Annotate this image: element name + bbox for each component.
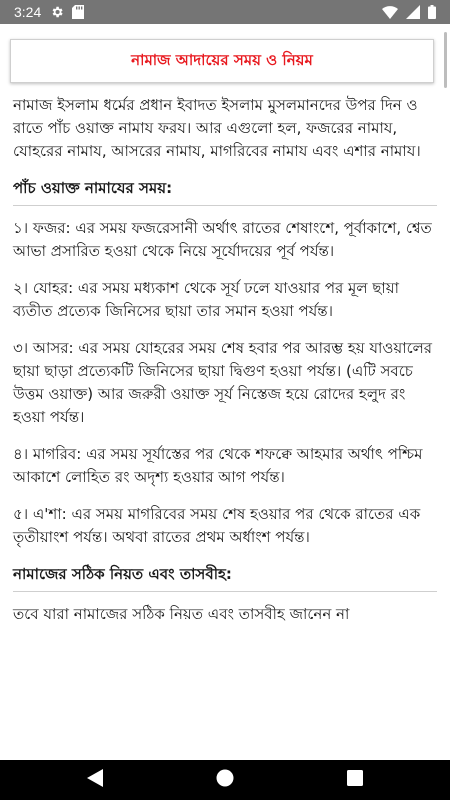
prayer-item-maghrib: ৪। মাগরিব: এর সময় সূর্যাস্তের পর থেকে শফক্বে আহমার অর্থাৎ পশ্চিম আকাশে লোহিত রং অদৃশ্য হওয়ার আগ পর্যন্ত। [13,445,423,486]
status-time: 3:24 [14,4,42,20]
divider [13,591,437,592]
battery-icon [428,5,436,19]
back-icon [87,769,103,791]
page-title: নামাজ আদায়ের সময় ও নিয়ম [131,50,313,69]
divider [13,205,437,206]
article-view[interactable] [0,24,450,760]
prayer-item-asr: ৩। আসর: এর সময় যোহরের সময় শেষ হবার পর আরম্ভ হয় যাওয়ালের ছায়া ছাড়া প্রত্যেকটি জিনিসের ছায়া দ্বিগুণ হওয়া পর্যন্ত। (এটি সবচে উত্তম ওয়াক্ত) আর জরুরী ওয়াক্ত সূর্য নিস্তেজ হয়ে রোদের হলুদ রং হওয়া পর্যন্ত। [13,339,433,426]
section-heading-prayer-times: পাঁচ ওয়াক্ত নামাযের সময়: [13,179,173,197]
sd-card-icon [72,5,84,19]
gear-icon [50,5,64,19]
home-button[interactable] [195,760,255,800]
prayer-item-fajr: ১। ফজর: এর সময় ফজরেসানী অর্থাৎ রাতের শেষাংশে, পূর্বাকাশে, শ্বেত আভা প্রসারিত হওয়া থেকে নিয়ে সূর্যোদয়ের পূর্ব পর্যন্ত। [13,219,432,260]
niyat-paragraph: তবে যারা নামাজের সঠিক নিয়ত এবং তাসবীহ জানেন না [13,605,350,623]
prayer-item-isha: ৫। এ'শা: এর সময় মাগরিবের সময় শেষ হওয়ার পর থেকে রাতের এক তৃতীয়াংশ পর্যন্ত। অথবা রাতের প্রথম অর্ধাংশ পর্যন্ত। [13,505,421,546]
recents-icon [347,770,363,790]
navigation-bar [0,760,450,800]
prayer-item-zuhr: ২। যোহর: এর সময় মধ্যকাশ থেকে সূর্য ঢলে যাওয়ার পর মূল ছায়া ব্যতীত প্রত্যেক জিনিসের ছায়া তার সমান হওয়া পর্যন্ত। [13,279,399,320]
home-icon [216,769,234,791]
recents-button[interactable] [325,760,385,800]
intro-paragraph: নামাজ ইসলাম ধর্মের প্রধান ইবাদত ইসলাম মুসলমানদের উপর দিন ও রাতে পাঁচ ওয়াক্ত নামায ফরয। আর এগুলো হল, ফজরের নামায, যোহরের নামায, আসরের নামায, মাগরিবের নামায এবং এশার নামায। [13,96,421,160]
article-body [13,94,437,626]
title-card [10,39,434,83]
back-button[interactable] [65,760,125,800]
cellular-icon [406,5,420,19]
status-bar [0,0,450,24]
wifi-icon [382,5,398,19]
section-heading-niyat: নামাজের সঠিক নিয়ত এবং তাসবীহ: [13,565,232,583]
scrollbar[interactable] [444,32,447,88]
